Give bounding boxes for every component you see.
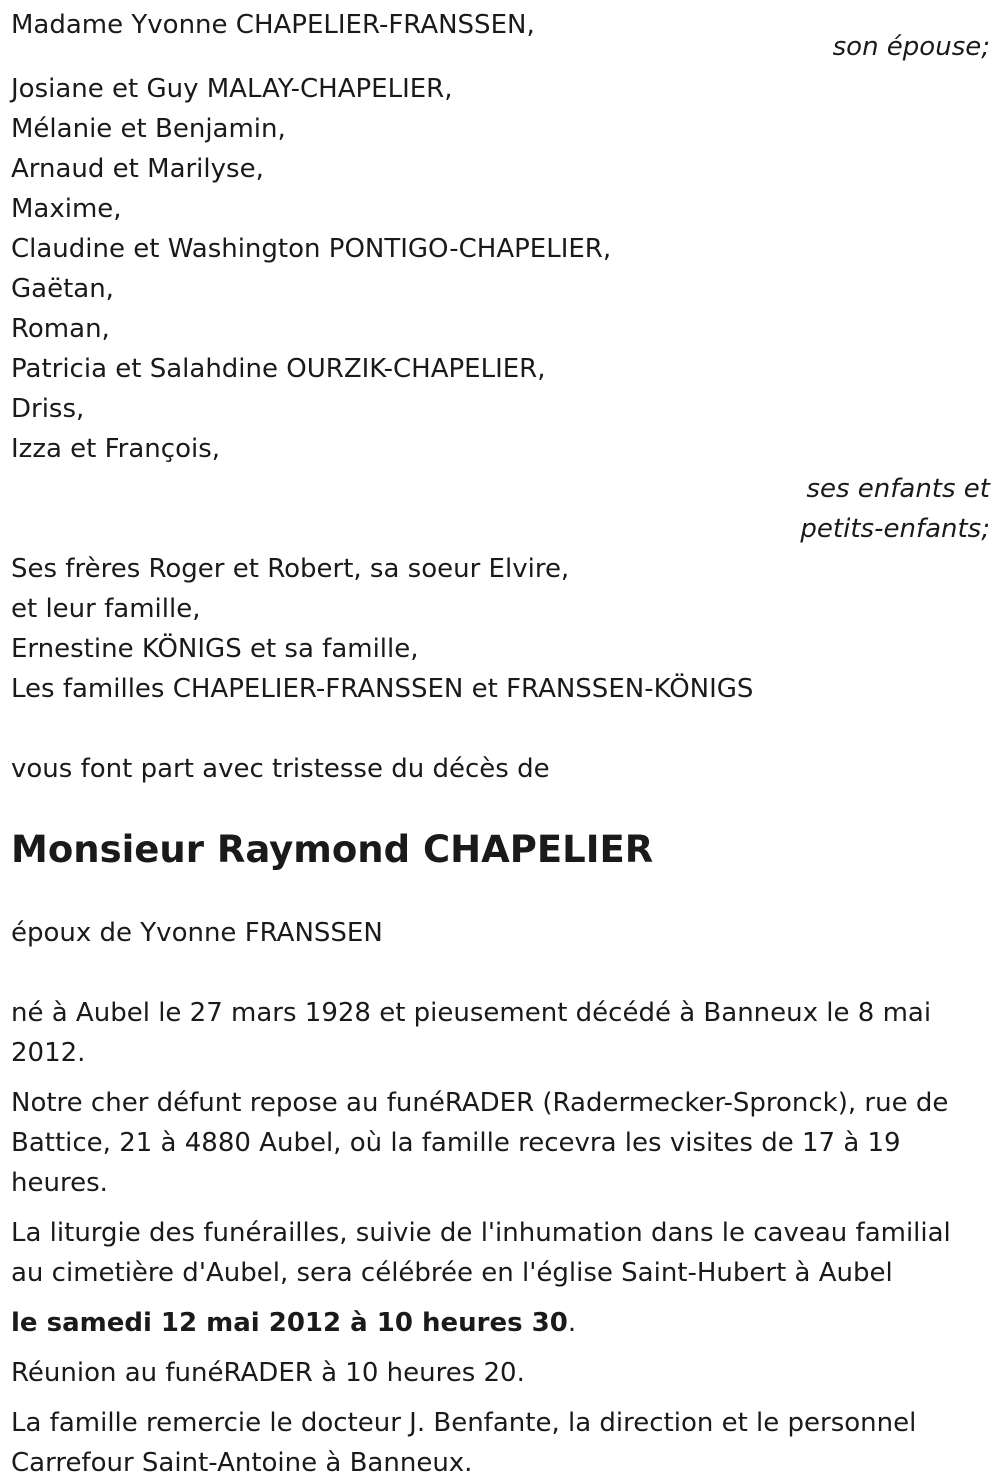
repose-text: Notre cher défunt repose au funéRADER (Radermecker-Spronck), rue de Battice, 21 à 4880 Aubel, où la famille recevra les visites de 17 à 19 heures.	[11, 1088, 949, 1198]
liturgy-text: La liturgie des funérailles, suivie de l'inhumation dans le caveau familial au cimetière d'Aubel, sera célébrée en l'église Saint-Hubert à Aubel	[11, 1218, 951, 1288]
children-line: Patricia et Salahdine OURZIK-CHAPELIER,	[11, 354, 546, 384]
children-line: Gaëtan,	[11, 274, 114, 304]
announcement: vous font part avec tristesse du décès de	[11, 754, 550, 784]
funeral-date: le samedi 12 mai 2012 à 10 heures 30	[11, 1308, 568, 1338]
children-role-line1: ses enfants et	[806, 474, 990, 504]
spouse-of: époux de Yvonne FRANSSEN	[11, 918, 383, 948]
thanks-text: La famille remercie le docteur J. Benfante, la direction et le personnel Carrefour Saint-Antoine à Banneux.	[11, 1408, 917, 1478]
deceased-name: Monsieur Raymond CHAPELIER	[11, 828, 654, 871]
relatives-line: Les familles CHAPELIER-FRANSSEN et FRANSSEN-KÖNIGS	[11, 674, 754, 704]
spouse-name: Madame Yvonne CHAPELIER-FRANSSEN,	[11, 10, 535, 40]
relatives-line: Ses frères Roger et Robert, sa soeur Elvire,	[11, 554, 570, 584]
children-line: Maxime,	[11, 194, 122, 224]
funeral-date-paragraph	[11, 1303, 990, 1343]
relatives-list	[11, 549, 990, 709]
children-role-line2: petits-enfants;	[800, 514, 990, 544]
children-line: Roman,	[11, 314, 110, 344]
relatives-line: Ernestine KÖNIGS et sa famille,	[11, 634, 419, 664]
children-line: Izza et François,	[11, 434, 221, 464]
children-line: Josiane et Guy MALAY-CHAPELIER,	[11, 74, 453, 104]
children-line: Driss,	[11, 394, 85, 424]
relatives-line: et leur famille,	[11, 594, 201, 624]
children-line: Mélanie et Benjamin,	[11, 114, 286, 144]
birth-death-text: né à Aubel le 27 mars 1928 et pieusement décédé à Banneux le 8 mai 2012.	[11, 998, 932, 1068]
spouse-role: son épouse;	[832, 32, 990, 62]
children-line: Arnaud et Marilyse,	[11, 154, 264, 184]
children-line: Claudine et Washington PONTIGO-CHAPELIER,	[11, 234, 612, 264]
children-list	[11, 69, 990, 469]
funeral-date-punct: .	[567, 1308, 577, 1338]
meeting-text: Réunion au funéRADER à 10 heures 20.	[11, 1358, 525, 1388]
